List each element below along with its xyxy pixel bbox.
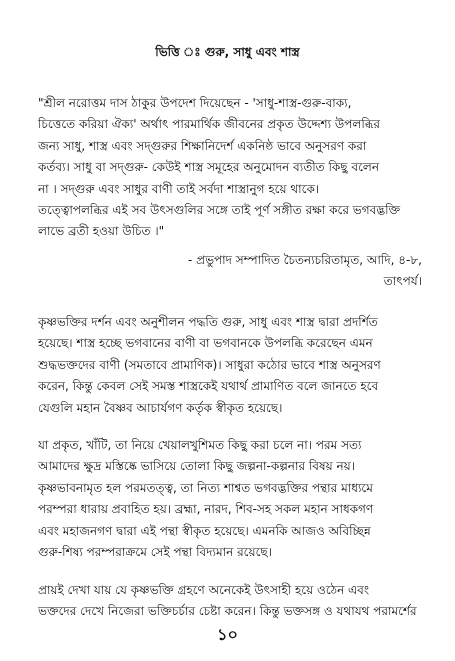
- paragraph-line: আমাদের ক্ষুদ্র মস্তিষ্কে ভাসিয়ে তোলা কিছু জল্পনা-কল্পনার বিষয় নয়।: [38, 459, 355, 474]
- quote-line: তত্ত্বোপলব্ধির এই সব উৎসগুলির সঙ্গে তাই পূর্ণ সঙ্গীত রক্ষা করে ভগবদ্ভক্তি: [38, 202, 401, 217]
- paragraph-line: যেগুলি মহান বৈষ্ণব আচার্যগণ কর্তৃক স্বীকৃত হয়েছে।: [38, 400, 283, 415]
- paragraph-line: করেন, কিন্তু কেবল সেই সমস্ত শাস্ত্রকেই যথার্থ প্রামাণিত বলে জানতে হবে: [38, 379, 379, 394]
- bleed-through-text: [190, 6, 330, 16]
- quote-attribution: [38, 250, 422, 293]
- quote-line: চিত্তেতে করিয়া ঐক্য' অর্থাৎ পারমার্থিক জীবনের প্রকৃত উদ্দেশ্য উপলব্ধির: [38, 117, 380, 132]
- paragraph-line: প্রায়ই দেখা যায় যে কৃষ্ণভক্তি গ্রহণে অনেকেই উৎসাহী হয়ে ওঠেন এবং: [38, 583, 370, 597]
- paragraph-1: [38, 312, 422, 419]
- attribution-source: - প্রভুপাদ সম্পাদিত চৈতন্যচরিতামৃত, আদি, ৪-৮,: [187, 253, 422, 267]
- paragraph-line: কৃষ্ণভক্তির দর্শন এবং অনুশীলন পদ্ধতি গুরু, সাধু এবং শাস্ত্র দ্বারা প্রদর্শিত: [38, 315, 378, 329]
- paragraph-2: [38, 435, 422, 563]
- page-title: ভিত্তি ঃ গুরু, সাধু এবং শাস্ত্র: [155, 45, 300, 59]
- paragraph-line: শুদ্ধভক্তদের বাণী (সমতাবে প্রামাণিক)। সাধুরা কঠোর ভাবে শাস্ত্র অনুসরণ: [38, 357, 381, 372]
- attribution-note: তাৎপর্য।: [383, 274, 422, 289]
- paragraph-line: যা প্রকৃত, খাঁটি, তা নিয়ে খেয়ালখুশিমত কিছু করা চলে না। পরম সত্য: [38, 438, 362, 452]
- quote-line: "শ্রীল নরোত্তম দাস ঠাকুর উপদেশ দিয়েছেন - 'সাধু-শাস্ত্র-গুরু-বাক্য,: [38, 96, 352, 110]
- paragraph-line: গুরু-শিষ্য পরম্পরাক্রমে সেই পন্থা বিদ্যমান রয়েছে।: [38, 544, 272, 559]
- paragraph-line: কৃষ্ণভাবনামৃত হল পরমতত্ত্ব, তা নিত্য শাশ্বত ভগবদ্ভক্তির পন্থার মাধ্যমে: [38, 480, 373, 495]
- page-number: ১০: [217, 625, 238, 644]
- paragraph-line: হয়েছে। শাস্ত্র হচ্ছে ভগবানের বাণী বা ভগবানকে উপলব্ধি করেছেন এমন: [38, 336, 373, 351]
- quote-line: কর্তব্য। সাধু বা সদ্গুরু- কেউই শাস্ত্র সমূহের অনুমোদন ব্যতীত কিছু বলেন: [38, 160, 379, 175]
- paragraph-line: এবং মহাজনগণ দ্বারা এই পন্থা স্বীকৃত হয়েছে। এমনকি আজও অবিচ্ছিন্ন: [38, 523, 371, 538]
- quote-line: না । সদ্গুরু এবং সাধুর বাণী তাই সর্বদা শাস্ত্রানুগ হয়ে থাকে।: [38, 181, 320, 196]
- quote-block: [38, 93, 422, 243]
- paragraph-line: পরম্পরা ধারায় প্রবাহিত হয়। ব্রহ্মা, নারদ, শিব-সহ সকল মহান সাধকগণ: [38, 502, 374, 517]
- paragraph-line: ভক্তদের দেখে নিজেরা ভক্তিচর্চার চেষ্টা করেন। কিন্তু ভক্তসঙ্গ ও যথাযথ পরামর্শের: [38, 604, 417, 619]
- quote-line: জন্য সাধু, শাস্ত্র এবং সদ্গুরুর শিক্ষানিদের্শ একনিষ্ঠ ভাবে অনুসরণ করা: [38, 138, 367, 153]
- paragraph-3: [38, 580, 422, 623]
- quote-line: লাভে ব্রতী হওয়া উচিত ।": [38, 224, 165, 239]
